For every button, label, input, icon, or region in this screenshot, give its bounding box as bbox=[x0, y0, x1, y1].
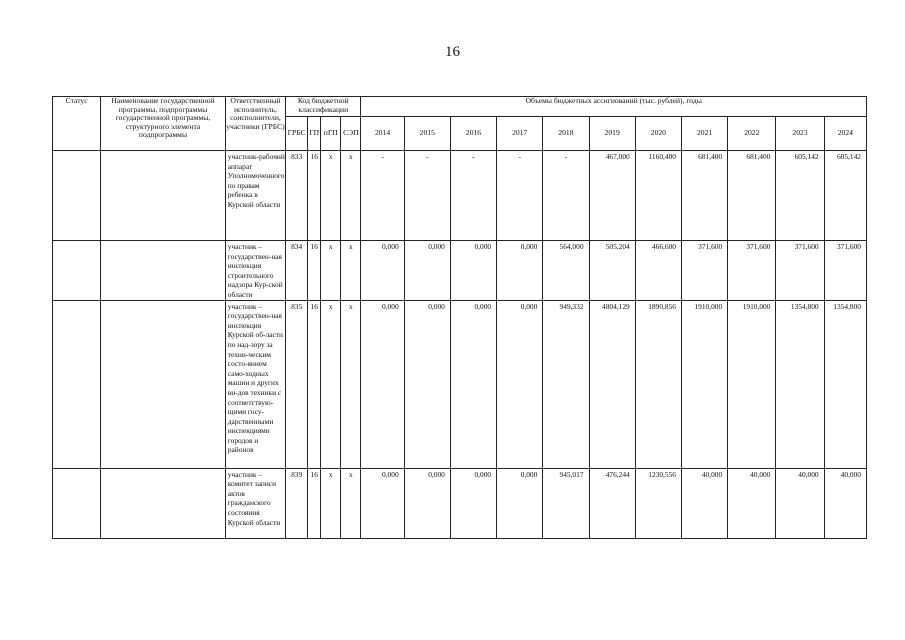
header-volumes-group: Объемы бюджетных ассигнований (тыс. рублей), годы bbox=[361, 97, 867, 117]
header-year: 2016 bbox=[450, 117, 496, 151]
cell-code: х bbox=[341, 300, 361, 468]
header-code-gp: ГП bbox=[308, 117, 321, 151]
cell-value: 0,000 bbox=[497, 300, 543, 468]
cell-status bbox=[53, 468, 101, 538]
cell-executor: участник – государствен-ная инспекция строительного надзора Кур-ской области bbox=[225, 241, 285, 301]
cell-value: 0,000 bbox=[497, 468, 543, 538]
cell-value: 4804,129 bbox=[589, 300, 635, 468]
header-year: 2014 bbox=[361, 117, 404, 151]
table-row bbox=[53, 300, 867, 468]
cell-value: 1890,856 bbox=[635, 300, 681, 468]
cell-value: 564,000 bbox=[543, 241, 589, 301]
cell-value: 0,000 bbox=[497, 241, 543, 301]
cell-value: 40,000 bbox=[681, 468, 727, 538]
cell-value: 681,400 bbox=[728, 151, 776, 241]
cell-value: 1230,556 bbox=[635, 468, 681, 538]
cell-value: 371,600 bbox=[728, 241, 776, 301]
cell-value: 0,000 bbox=[361, 468, 404, 538]
cell-code: х bbox=[321, 241, 341, 301]
cell-value: 467,000 bbox=[589, 151, 635, 241]
cell-value: 0,000 bbox=[450, 300, 496, 468]
cell-code: 834 bbox=[286, 241, 308, 301]
cell-code: х bbox=[341, 241, 361, 301]
budget-table bbox=[52, 96, 867, 539]
table-row bbox=[53, 241, 867, 301]
cell-value: 1354,800 bbox=[824, 300, 866, 468]
cell-name bbox=[101, 151, 226, 241]
cell-code: 833 bbox=[286, 151, 308, 241]
cell-value: 0,000 bbox=[404, 300, 450, 468]
cell-value: 949,332 bbox=[543, 300, 589, 468]
cell-value: - bbox=[450, 151, 496, 241]
cell-value: 505,204 bbox=[589, 241, 635, 301]
cell-value: 1910,000 bbox=[681, 300, 727, 468]
header-year: 2020 bbox=[635, 117, 681, 151]
cell-value: - bbox=[497, 151, 543, 241]
cell-value: 0,000 bbox=[404, 241, 450, 301]
cell-name bbox=[101, 468, 226, 538]
cell-value: 1354,800 bbox=[776, 300, 824, 468]
cell-value: 371,600 bbox=[776, 241, 824, 301]
cell-value: 1160,400 bbox=[635, 151, 681, 241]
cell-code: х bbox=[341, 151, 361, 241]
cell-value: 40,000 bbox=[824, 468, 866, 538]
cell-code: х bbox=[321, 151, 341, 241]
header-year: 2022 bbox=[728, 117, 776, 151]
header-code-pgp: пГП bbox=[321, 117, 341, 151]
cell-value: - bbox=[361, 151, 404, 241]
header-row-top bbox=[53, 97, 867, 117]
header-year: 2018 bbox=[543, 117, 589, 151]
table-row bbox=[53, 468, 867, 538]
cell-status bbox=[53, 300, 101, 468]
cell-name bbox=[101, 300, 226, 468]
cell-value: - bbox=[543, 151, 589, 241]
cell-value: 0,000 bbox=[361, 300, 404, 468]
cell-value: 0,000 bbox=[450, 468, 496, 538]
cell-value: 0,000 bbox=[404, 468, 450, 538]
cell-code: х bbox=[341, 468, 361, 538]
cell-value: 0,000 bbox=[361, 241, 404, 301]
cell-executor: участник – государствен-ная инспекция Курской об-ласти по над-зору за техни-ческим состо-янием само-ходных машин и других ви-дов техники с соответствую-щими госу-дарственными инспекциями городов и районов bbox=[225, 300, 285, 468]
header-code-group: Код бюджетной классификации bbox=[286, 97, 361, 117]
header-year: 2023 bbox=[776, 117, 824, 151]
cell-code: 16 bbox=[308, 151, 321, 241]
cell-code: 839 bbox=[286, 468, 308, 538]
cell-value: 605,142 bbox=[824, 151, 866, 241]
header-executor: Ответственный исполнитель, соисполнители, участники (ГРБС) bbox=[225, 97, 285, 151]
cell-status bbox=[53, 241, 101, 301]
cell-value: 371,600 bbox=[681, 241, 727, 301]
cell-executor: участник-рабочий аппарат Уполномоченного по правам ребенка в Курской области bbox=[225, 151, 285, 241]
cell-name bbox=[101, 241, 226, 301]
cell-value: 476,244 bbox=[589, 468, 635, 538]
cell-value: 40,000 bbox=[776, 468, 824, 538]
cell-value: 945,017 bbox=[543, 468, 589, 538]
page-number: 16 bbox=[445, 44, 460, 60]
cell-value: 1910,000 bbox=[728, 300, 776, 468]
cell-code: 835 bbox=[286, 300, 308, 468]
header-year: 2017 bbox=[497, 117, 543, 151]
cell-code: 16 bbox=[308, 468, 321, 538]
header-year: 2024 bbox=[824, 117, 866, 151]
cell-code: х bbox=[321, 300, 341, 468]
cell-code: 16 bbox=[308, 300, 321, 468]
cell-value: 605,142 bbox=[776, 151, 824, 241]
table-row bbox=[53, 151, 867, 241]
header-name: Наименование государственной программы, подпрограммы государственной программы, структурного элемента подпрограммы bbox=[101, 97, 226, 151]
cell-value: 40,000 bbox=[728, 468, 776, 538]
cell-value: - bbox=[404, 151, 450, 241]
cell-executor: участник – комитет записи актов гражданского состояния Курской области bbox=[225, 468, 285, 538]
header-year: 2019 bbox=[589, 117, 635, 151]
cell-status bbox=[53, 151, 101, 241]
cell-value: 681,400 bbox=[681, 151, 727, 241]
cell-code: х bbox=[321, 468, 341, 538]
cell-value: 466,600 bbox=[635, 241, 681, 301]
cell-value: 0,000 bbox=[450, 241, 496, 301]
header-code-sep: СЭП bbox=[341, 117, 361, 151]
header-status: Статус bbox=[53, 97, 101, 151]
header-code-grbs: ГРБС bbox=[286, 117, 308, 151]
header-year: 2015 bbox=[404, 117, 450, 151]
cell-code: 16 bbox=[308, 241, 321, 301]
cell-value: 371,600 bbox=[824, 241, 866, 301]
header-year: 2021 bbox=[681, 117, 727, 151]
